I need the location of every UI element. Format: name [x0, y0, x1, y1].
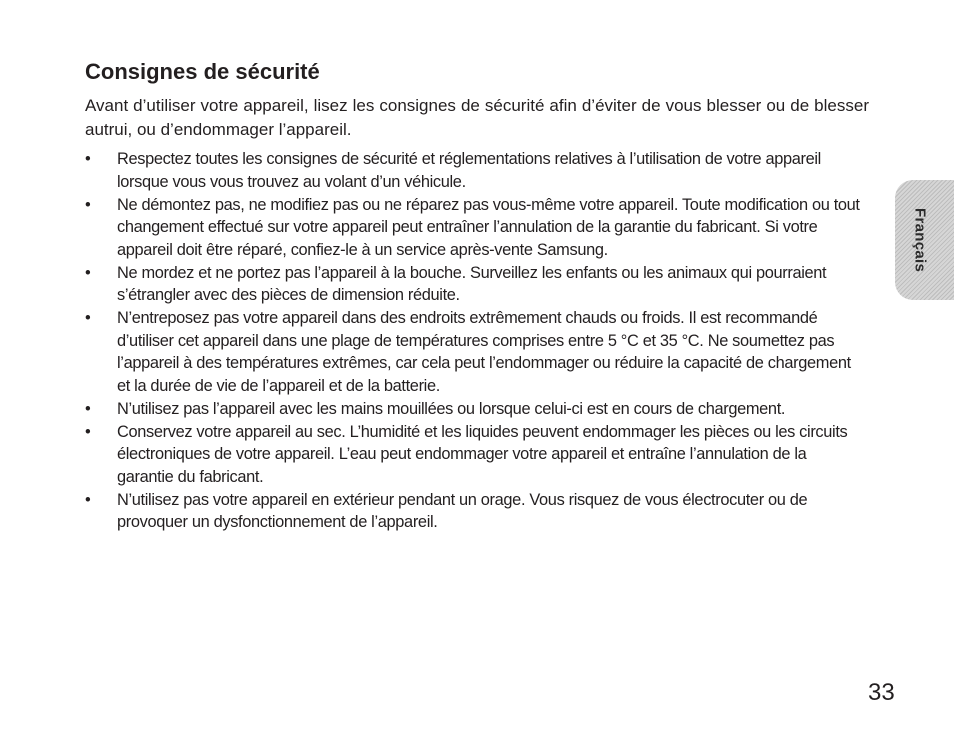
list-item [85, 307, 869, 397]
bullet-dot: • [85, 490, 91, 509]
list-item [85, 148, 869, 193]
bullet-dot: • [85, 150, 91, 168]
list-item [85, 489, 869, 534]
list-item-text: Respectez toutes les consignes de sécurité et réglementations relatives à l’utilisation de votre appareil lorsque vous vous trouvez au volant d’un véhicule. [117, 150, 821, 191]
list-item-text: N’entreposez pas votre appareil dans des endroits extrêmement chauds ou froids. Il est recommandé d’utiliser cet appareil dans une plage de températures comprises entre 5 °C et 35 °C. Ne soumettez pas l’appareil à des températures extrêmes, car cela peut l’endommager ou réduire la capacité de chargement et la durée de vie de l’appareil et de la batterie. [117, 309, 851, 395]
safety-section [85, 57, 869, 534]
bullet-dot: • [85, 195, 91, 214]
section-title: Consignes de sécurité [85, 59, 320, 84]
list-item-text: Conservez votre appareil au sec. L’humidité et les liquides peuvent endommager les pièces ou les circuits électroniques de votre appareil. L’eau peut endommager votre appareil et entraîne l’annulation de la garantie du fabricant. [117, 422, 848, 486]
list-item [85, 194, 869, 262]
bullet-dot: • [85, 399, 91, 418]
bullet-dot: • [85, 309, 91, 327]
bullet-dot: • [85, 422, 91, 441]
list-item-text: Ne mordez et ne portez pas l’appareil à la bouche. Surveillez les enfants ou les animaux qui pourraient s’étrangler avec des pièces de dimension réduite. [117, 263, 827, 304]
list-item-text: N’utilisez pas l’appareil avec les mains mouillées ou lorsque celui-ci est en cours de chargement. [117, 399, 786, 418]
list-item-text: Ne démontez pas, ne modifiez pas ou ne réparez pas vous-même votre appareil. Toute modification ou tout changement effectué sur votre appareil peut entraîner l’annulation de la garantie du fabricant. Si votre appareil doit être réparé, confiez-le à un service après-vente Samsung. [117, 195, 860, 259]
list-item-text: N’utilisez pas votre appareil en extérieur pendant un orage. Vous risquez de vous électrocuter ou de provoquer un dysfonctionnement de l’appareil. [117, 490, 808, 531]
list-item [85, 421, 869, 489]
list-item [85, 262, 869, 307]
page-number: 33 [868, 679, 895, 706]
safety-bullet-list [85, 148, 869, 534]
language-tab-label-box [900, 180, 940, 300]
list-item [85, 398, 869, 421]
language-tab-label: Français [911, 207, 929, 273]
bullet-dot: • [85, 263, 91, 282]
section-intro: Avant d’utiliser votre appareil, lisez les consignes de sécurité afin d’éviter de vous blesser ou de blesser autrui, ou d’endommager l’appareil. [85, 96, 869, 139]
